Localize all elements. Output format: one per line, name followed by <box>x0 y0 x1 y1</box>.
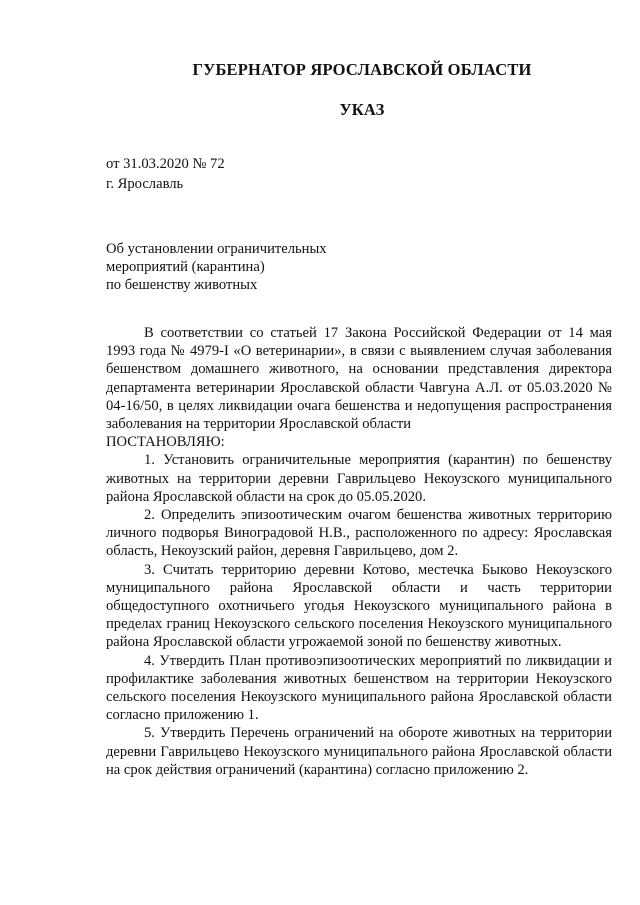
decree-item-2: 2. Определить эпизоотическим очагом бешенства животных территорию личного подворья Виноградовой Н.В., расположенного по адресу: Ярославская область, Некоузский район, деревня Гаврильцево, дом 2. <box>106 507 612 560</box>
subject-line-2: мероприятий (карантина) <box>106 259 265 275</box>
decree-item-3: 3. Считать территорию деревни Котово, местечка Быково Некоузского муниципального района Ярославской области и часть территории общедоступного охотничьего угодья Некоузского муниципального района в пределах границ Некоузского сельского поселения Некоузского муниципального района Ярославской области угрожаемой зоной по бешенству животных. <box>106 561 612 651</box>
city: г. Ярославль <box>106 176 184 192</box>
date-number: от 31.03.2020 № 72 <box>106 156 225 172</box>
decree-item-5: 5. Утвердить Перечень ограничений на обороте животных на территории деревни Гаврильцево Некоузского муниципального района Ярославской области на срок действия ограничений (карантина) согласно приложению 2. <box>106 725 612 778</box>
decree-word: ПОСТАНОВЛЯЮ: <box>106 434 225 451</box>
preamble-paragraph: В соответствии со статьей 17 Закона Российской Федерации от 14 мая 1993 года № 4979-I «О ветеринарии», в связи с выявлением случая заболевания бешенством домашнего животного, на основании представления директора департамента ветеринарии Ярославской области Чавгуна А.Л. от 05.03.2020 № 04-16/50, в целях ликвидации очага бешенства и недопущения распространения заболевания на территории Ярославской области <box>106 325 612 433</box>
authority-heading: ГУБЕРНАТОР ЯРОСЛАВСКОЙ ОБЛАСТИ <box>192 60 532 79</box>
decree-item-4: 4. Утвердить План противоэпизоотических мероприятий по ликвидации и профилактике заболевания животных бешенством на территории Некоузского сельского поселения Некоузского муниципального района Ярославской области согласно приложению 1. <box>106 652 612 724</box>
document-type-heading: УКАЗ <box>339 100 385 119</box>
subject-line-3: по бешенству животных <box>106 277 258 293</box>
document-body <box>106 324 612 779</box>
decree-item-1: 1. Установить ограничительные мероприятия (карантин) по бешенству животных на территории деревни Гаврильцево Некоузского муниципального района Ярославской области на срок до 05.05.2020. <box>106 452 612 505</box>
subject-line-1: Об установлении ограничительных <box>106 241 327 257</box>
